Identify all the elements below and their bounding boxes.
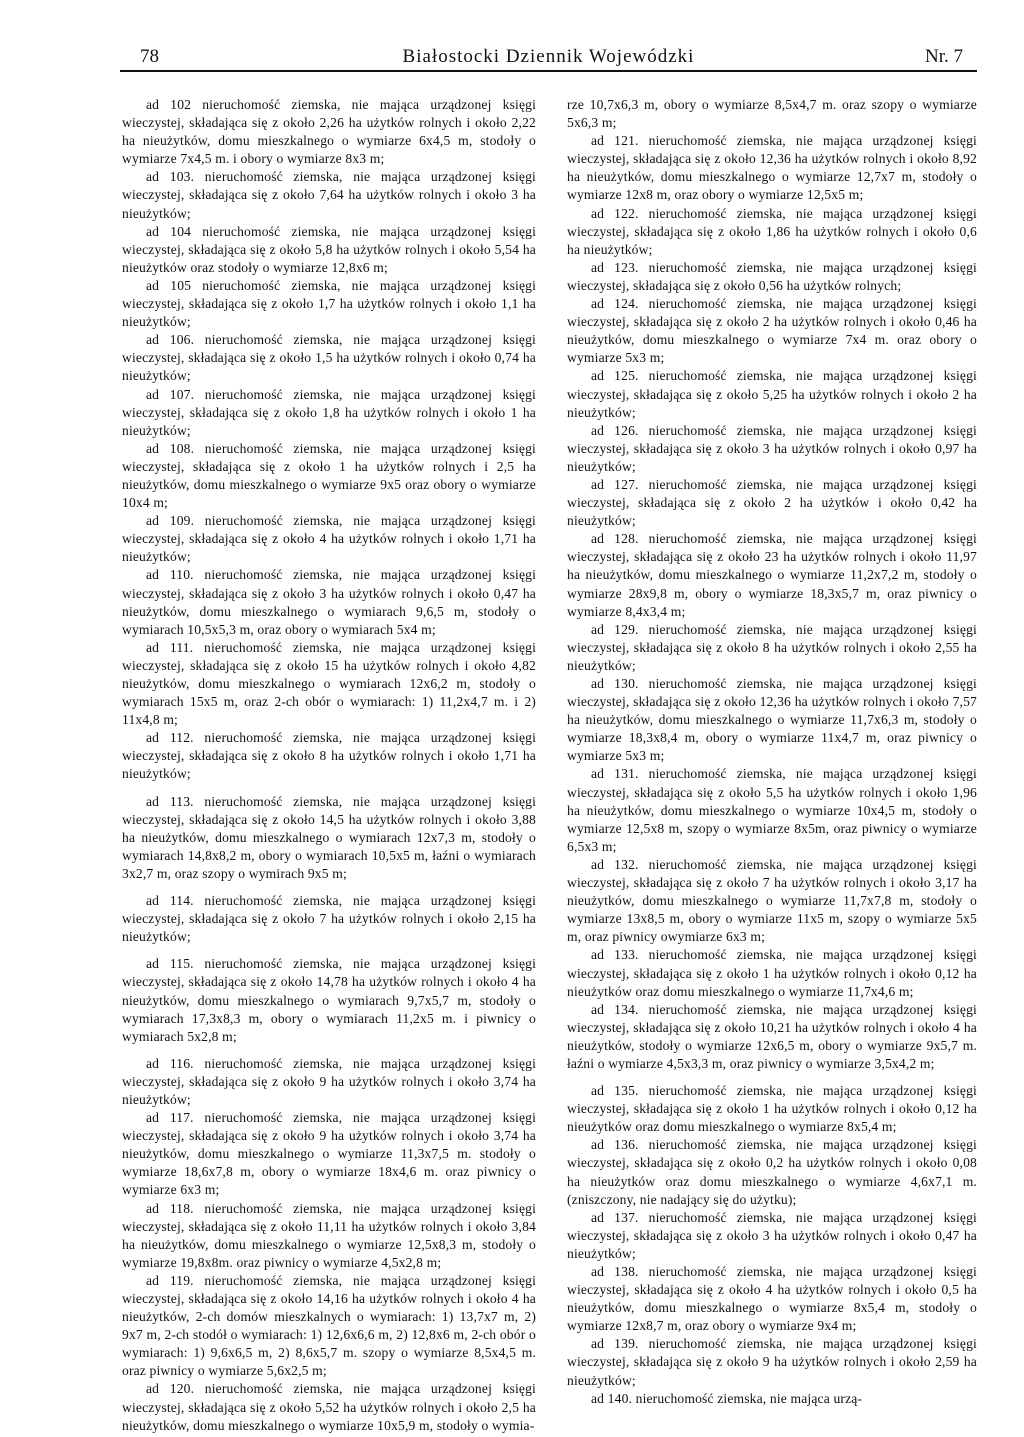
entry-paragraph: rze 10,7x6,3 m, obory o wymiarze 8,5x4,7 m. oraz szopy o wymiarze 5x6,3 m; [567, 97, 977, 131]
entry-paragraph: ad 116. nieruchomość ziemska, nie mająca urządzonej księgi wieczystej, składająca się z około 9 ha użytków rolnych i około 3,74 ha nieużytków; [122, 1055, 536, 1107]
entry-paragraph: ad 128. nieruchomość ziemska, nie mająca urządzonej księgi wieczystej, składająca się z około 23 ha użytków rolnych i około 11,97 ha nieużytków, domu mieszkalnego o wymiarze 11,2x7,2 m, stodoły o wymiarze 28x9,8 m, obory o wymiarze 18,3x5,7 m, oraz piwnicy o wymiarze 8,4x3,4 m; [567, 531, 977, 619]
entry-paragraph: ad 112. nieruchomość ziemska, nie mająca urządzonej księgi wieczystej, składająca się z około 8 ha użytków rolnych i około 1,71 ha nieużytków; [122, 730, 536, 782]
entry-paragraph: ad 122. nieruchomość ziemska, nie mająca urządzonej księgi wieczystej, składająca się z około 1,86 ha użytków rolnych i około 0,6 ha nieużytków; [567, 205, 977, 257]
entry-paragraph: ad 103. nieruchomość ziemska, nie mająca urządzonej księgi wieczystej, składająca się z około 7,64 ha użytków rolnych i około 3 ha nieużytków; [122, 169, 536, 221]
entry-paragraph: ad 107. nieruchomość ziemska, nie mająca urządzonej księgi wieczystej, składająca się z około 1,8 ha użytków rolnych i około 1 ha nieużytków; [122, 386, 536, 438]
entry-paragraph: ad 134. nieruchomość ziemska, nie mająca urządzonej księgi wieczystej, składająca się z około 10,21 ha użytków rolnych i około 4 ha nieużytków, stodoły o wymiarze 12x6,5 m, obory o wymiarze 9x5,7 m. łaźni o wymiarze 4,5x3,3 m, oraz piwnicy o wymiarze 3,5x4,2 m; [567, 1001, 977, 1071]
entry-paragraph: ad 114. nieruchomość ziemska, nie mająca urządzonej księgi wieczystej, składająca się z około 7 ha użytków rolnych i około 2,15 ha nieużytków; [122, 893, 536, 945]
entry-paragraph: ad 126. nieruchomość ziemska, nie mająca urządzonej księgi wieczystej, składająca się z około 3 ha użytków rolnych i około 0,97 ha nieużytków; [567, 422, 977, 474]
entry-paragraph: ad 118. nieruchomość ziemska, nie mająca urządzonej księgi wieczystej, składająca się z około 11,11 ha użytków rolnych i około 3,84 ha nieużytków, domu mieszkalnego o wymiarze 12,5x8,3 m, stodoły o wymiarze 19,8x8m. oraz piwnicy o wymiarze 4,5x2,8 m; [122, 1200, 536, 1270]
entry-paragraph: ad 124. nieruchomość ziemska, nie mająca urządzonej księgi wieczystej, składająca się z około 2 ha użytków rolnych i około 0,46 ha nieużytków, domu mieszkalnego o wymiarze 7x4 m. oraz obory o wymiarze 5x3 m; [567, 296, 977, 366]
entry-paragraph: ad 135. nieruchomość ziemska, nie mająca urządzonej księgi wieczystej, składająca się z około 1 ha użytków rolnych i około 0,12 ha nieużytków oraz domu mieszkalnego o wymiarze 8x5,4 m; [567, 1083, 977, 1135]
right-column [567, 96, 977, 1408]
entry-paragraph: ad 106. nieruchomość ziemska, nie mająca urządzonej księgi wieczystej, składająca się z około 1,5 ha użytków rolnych i około 0,74 ha nieużytków; [122, 332, 536, 384]
entry-paragraph: ad 133. nieruchomość ziemska, nie mająca urządzonej księgi wieczystej, składająca się z około 1 ha użytków rolnych i około 0,12 ha nieużytków oraz domu mieszkalnego o wymiarze 11,7x4,6 m; [567, 947, 977, 999]
left-column [122, 96, 536, 1435]
entry-paragraph: ad 115. nieruchomość ziemska, nie mająca urządzonej księgi wieczystej, składająca się z około 14,78 ha użytków rolnych i około 4 ha nieużytków, domu mieszkalnego o wymiarach 9,7x5,7 m, stodoły o wymiarach 17,3x8,3 m, obory o wymiarach 11,2x5 m. i piwnicy o wymiarach 5x2,8 m; [122, 956, 536, 1044]
entry-paragraph: ad 117. nieruchomość ziemska, nie mająca urządzonej księgi wieczystej, składająca się z około 9 ha użytków rolnych i około 3,74 ha nieużytków, domu mieszkalnego o wymiarze 11,3x7,5 m. stodoły o wymiarze 18,6x7,8 m, obory o wymiarze 18x4,6 m. oraz piwnicy o wymiarze 6x3 m; [122, 1110, 536, 1198]
entry-paragraph: ad 139. nieruchomość ziemska, nie mająca urządzonej księgi wieczystej, składająca się z około 9 ha użytków rolnych i około 2,59 ha nieużytków; [567, 1336, 977, 1388]
entry-paragraph: ad 105 nieruchomość ziemska, nie mająca urządzonej księgi wieczystej, składająca się z około 1,7 ha użytków rolnych i około 1,1 ha nieużytków; [122, 277, 536, 330]
entry-paragraph: ad 130. nieruchomość ziemska, nie mająca urządzonej księgi wieczystej, składająca się z około 12,36 ha użytków rolnych i około 7,57 ha nieużytków, domu mieszkalnego o wymiarze 11,7x6,3 m, stodoły o wymiarze 18,3x8,4 m, obory o wymiarze 11x4,7 m, oraz piwnicy o wymiarze 5x3 m; [567, 676, 977, 764]
page-number: 78 [140, 46, 159, 67]
entry-paragraph: ad 137. nieruchomość ziemska, nie mająca urządzonej księgi wieczystej, składająca się z około 3 ha użytków rolnych i około 0,47 ha nieużytków; [567, 1209, 977, 1261]
entry-paragraph: ad 138. nieruchomość ziemska, nie mająca urządzonej księgi wieczystej, składająca się z około 4 ha użytków rolnych i około 0,5 ha nieużytków, domu mieszkalnego o wymiarze 8x5,4 m, stodoły o wymiarze 12x8,7 m, oraz obory o wymiarze 9x4 m; [567, 1264, 977, 1334]
entry-paragraph: ad 123. nieruchomość ziemska, nie mająca urządzonej księgi wieczystej, składająca się z około 0,56 ha użytków rolnych; [567, 259, 977, 293]
entry-paragraph: ad 136. nieruchomość ziemska, nie mająca urządzonej księgi wieczystej, składająca się z około 0,2 ha użytków rolnych i około 0,08 ha nieużytków oraz domu mieszkalnego o wymiarze 4,6x7,1 m. (zniszczony, nie nadający się do użytku); [567, 1137, 977, 1207]
entry-paragraph: ad 104 nieruchomość ziemska, nie mająca urządzonej księgi wieczystej, składająca się z około 5,8 ha użytków rolnych i około 5,54 ha nieużytków oraz stodoły o wymiarze 12,8x6 m; [122, 223, 536, 275]
entry-paragraph: ad 120. nieruchomość ziemska, nie mająca urządzonej księgi wieczystej, składająca się z około 5,52 ha użytków rolnych i około 2,5 ha nieużytków, domu mieszkalnego o wymiarze 10x5,9 m, stodoły o wymia- [122, 1381, 536, 1433]
header-rule [120, 70, 977, 72]
entry-paragraph: ad 140. nieruchomość ziemska, nie mająca urzą- [591, 1390, 863, 1406]
issue-number: Nr. 7 [925, 46, 963, 67]
entry-paragraph: ad 129. nieruchomość ziemska, nie mająca urządzonej księgi wieczystej, składająca się z około 8 ha użytków rolnych i około 2,55 ha nieużytków; [567, 621, 977, 673]
entry-paragraph: ad 113. nieruchomość ziemska, nie mająca urządzonej księgi wieczystej, składająca się z około 14,5 ha użytków rolnych i około 3,88 ha nieużytków, domu mieszkalnego o wymiarach 12x7,3 m, stodoły o wymiarach 14,8x8,2 m, obory o wymiarach 10,5x5 m, łaźni o wymiarach 3x2,7 m, oraz szopy o wymirach 9x5 m; [122, 793, 536, 881]
entry-paragraph: ad 110. nieruchomość ziemska, nie mająca urządzonej księgi wieczystej, składająca się z około 3 ha użytków rolnych i około 0,47 ha nieużytków, domu mieszkalnego o wymiarach 9,6,5 m, stodoły o wymiarach 10,5x5,3 m, oraz obory o wymiarach 5x4 m; [122, 567, 536, 637]
entry-paragraph: ad 132. nieruchomość ziemska, nie mająca urządzonej księgi wieczystej, składająca się z około 7 ha użytków rolnych i około 3,17 ha nieużytków, domu mieszkalnego o wymiarze 11,7x7,8 m, stodoły o wymiarze 13x8,5 m, obory o wymiarze 11x5 m, szopy o wymiarze 5x5 m, oraz piwnicy owymiarze 6x3 m; [567, 856, 977, 945]
journal-title: Białostocki Dziennik Wojewódzki [402, 46, 695, 67]
entry-paragraph: ad 125. nieruchomość ziemska, nie mająca urządzonej księgi wieczystej, składająca się z około 5,25 ha użytków rolnych i około 2 ha nieużytków; [567, 368, 977, 420]
entry-paragraph: ad 131. nieruchomość ziemska, nie mająca urządzonej księgi wieczystej, składająca się z około 5,5 ha użytków rolnych i około 1,96 ha nieużytków, domu mieszkalnego o wymiarze 10x4,5 m, stodoły o wymiarze 12,5x8 m, szopy o wymiarze 8x5m, oraz piwnicy o wymiarze 6,5x3 m; [567, 766, 977, 854]
entry-paragraph: ad 102 nieruchomość ziemska, nie mająca urządzonej księgi wieczystej, składająca się z około 2,26 ha użytków rolnych i około 2,22 ha nieużytków, domu mieszkalnego o wymiarze 6x4,5 m, stodoły o wymiarze 7x4,5 m. i obory o wymiarze 8x3 m; [122, 97, 536, 167]
entry-paragraph: ad 108. nieruchomość ziemska, nie mająca urządzonej księgi wieczystej, składająca się z około 1 ha użytków rolnych i 2,5 ha nieużytków, domu mieszkalnego o wymiarze 9x5 oraz obory o wymiarze 10x4 m; [122, 440, 536, 511]
entry-paragraph: ad 111. nieruchomość ziemska, nie mająca urządzonej księgi wieczystej, składająca się z około 15 ha użytków rolnych i około 4,82 nieużytków, domu mieszkalnego o wymiarach 12x6,2 m, stodoły o wymiarach 15x5 m, oraz 2-ch obór o wymiarach: 1) 11,2x4,7 m. i 2) 11x4,8 m; [122, 639, 536, 728]
entry-paragraph: ad 109. nieruchomość ziemska, nie mająca urządzonej księgi wieczystej, składająca się z około 4 ha użytków rolnych i około 1,71 ha nieużytków; [122, 513, 536, 565]
entry-paragraph: ad 119. nieruchomość ziemska, nie mająca urządzonej księgi wieczystej, składająca się z około 14,16 ha użytków rolnych i około 4 ha nieużytków, 2-ch domów mieszkalnych o wymiarach: 1) 13,7x7 m, 2) 9x7 m, 2-ch stodół o wymiarach: 1) 12,6x6,6 m, 2) 12,8x6 m, 2-ch obór o wymiarach: 1) 9,6x6,5 m, 2) 8,6x5,7 m. szopy o wymiarze 8,5x4,5 m. oraz piwnicy o wymiarze 5,6x2,5 m; [122, 1272, 536, 1379]
entry-paragraph: ad 121. nieruchomość ziemska, nie mająca urządzonej księgi wieczystej, składająca się z około 12,36 ha użytków rolnych i około 8,92 ha nieużytków, domu mieszkalnego o wymiarze 12,7x7 m, stodoły o wymiarze 12x8 m, oraz obory o wymiarze 12,5x5 m; [567, 133, 977, 203]
entry-paragraph: ad 127. nieruchomość ziemska, nie mająca urządzonej księgi wieczystej, składająca się z około 2 ha użytków i około 0,42 ha nieużytków; [567, 476, 977, 529]
